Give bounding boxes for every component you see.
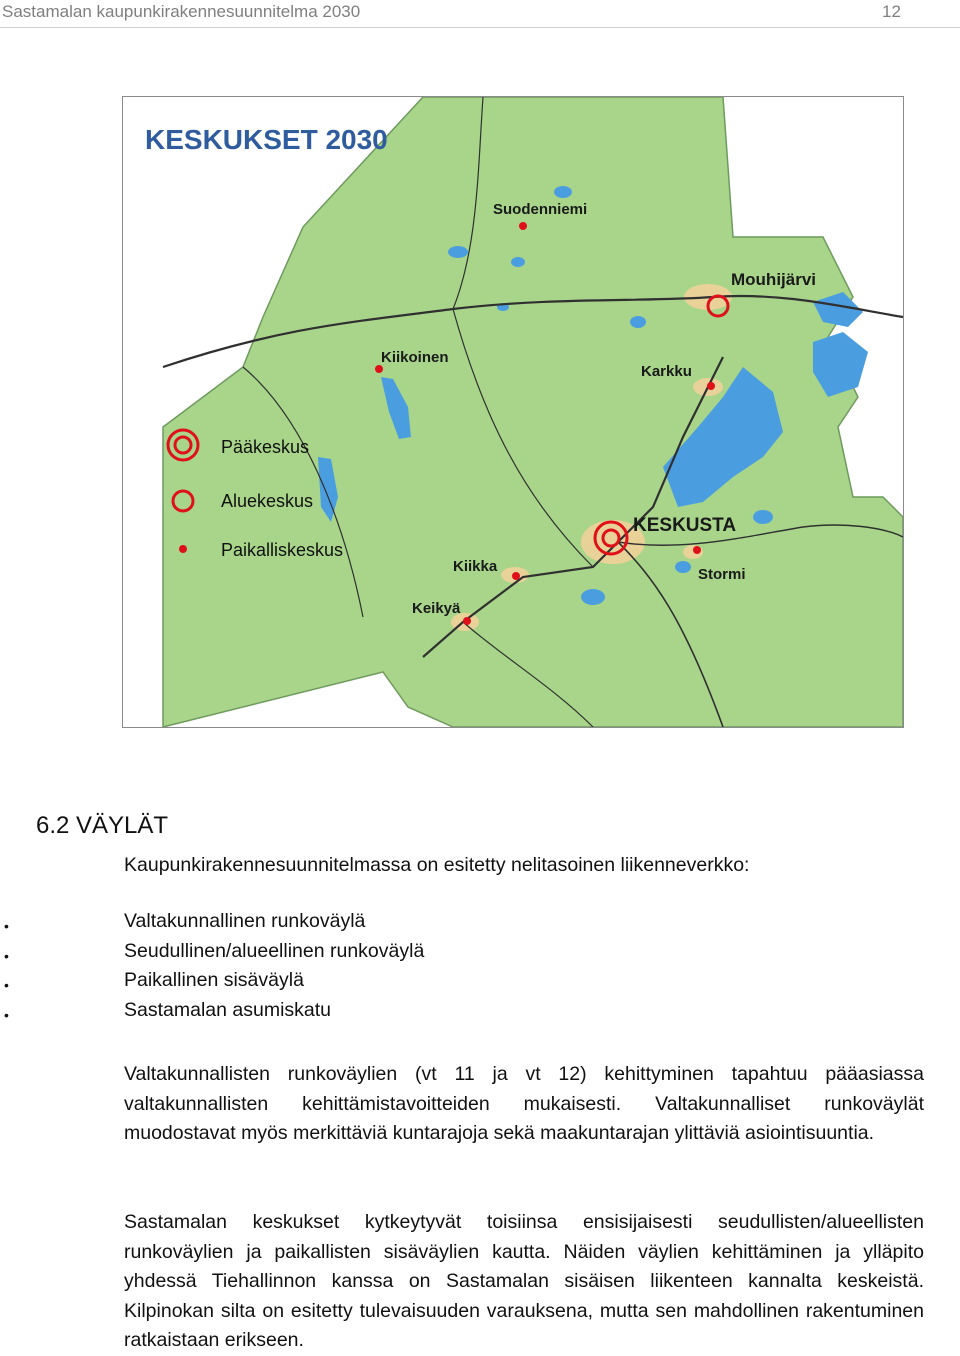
- bullet-icon: •: [4, 918, 9, 934]
- bullet-icon: •: [4, 1006, 9, 1023]
- paragraph-local-routes: [124, 1208, 924, 1356]
- label-suodenniemi: Suodenniemi: [493, 201, 588, 218]
- bullet-icon: •: [4, 947, 9, 964]
- page-number: 12: [882, 2, 901, 21]
- list-item-label: Seudullinen/alueellinen runkoväylä: [124, 939, 425, 962]
- list-item-label: Valtakunnallinen runkoväylä: [124, 910, 366, 932]
- legend-label-paakeskus: Pääkeskus: [221, 437, 310, 457]
- map-figure: [122, 96, 904, 728]
- intro-text: Kaupunkirakennesuunnitelmassa on esitetty nelitasoinen liikenneverkko:: [124, 854, 750, 876]
- legend-label-aluekeskus: Aluekeskus: [221, 491, 314, 511]
- list-item: [0, 910, 960, 940]
- marker-stormi: [693, 546, 701, 554]
- lake-small: [448, 246, 468, 258]
- marker-kiikoinen: [375, 365, 383, 373]
- municipality-area: [163, 97, 903, 727]
- page-header: [0, 0, 960, 26]
- marker-suodenniemi: [519, 222, 527, 230]
- label-kiikka: Kiikka: [453, 558, 498, 575]
- marker-kiikka: [512, 572, 520, 580]
- list-item-label: Sastamalan asumiskatu: [124, 998, 332, 1021]
- lake-small: [581, 589, 605, 605]
- marker-keikya: [463, 617, 471, 625]
- legend-dot-icon: [179, 545, 187, 553]
- bullet-icon: •: [4, 977, 9, 993]
- lake-small: [554, 186, 572, 198]
- document-title: Sastamalan kaupunkirakennesuunnitelma 2030: [2, 2, 361, 21]
- lake-small: [511, 257, 525, 267]
- paragraph-national-routes: [124, 1060, 924, 1149]
- section-heading: 6.2 VÄYLÄT: [36, 812, 169, 839]
- lake-small: [675, 561, 691, 573]
- list-item: [0, 999, 960, 1029]
- list-item: [0, 969, 960, 999]
- label-kiikoinen: Kiikoinen: [381, 349, 449, 366]
- map-title: KESKUKSET 2030: [145, 124, 388, 155]
- paragraph-text: Sastamalan keskukset kytkeytyvät toisiinsa ensisijaisesti seudullisten/alueellisten runkoväylien ja paikallisten sisäväylien kautta. Näiden väylien kehittäminen ja ylläpito yhdessä Tiehallinnon kanssa on Sastamalan sisäisen liikenteen kannalta keskeistä. Kilpinokan silta on esitetty tulevaisuuden varauksena, mutta sen mahdollinen rakentuminen ratkaistaan erikseen.: [124, 1211, 924, 1351]
- label-karkku: Karkku: [641, 363, 692, 380]
- header-divider: [0, 27, 960, 28]
- lake-small: [753, 510, 773, 524]
- list-item: [0, 940, 960, 970]
- paragraph-text: Valtakunnallisten runkoväylien (vt 11 ja vt 12) kehittyminen tapahtuu pääasiassa valtakunnallisten kehittämistavoitteiden mukaisesti. Valtakunnalliset runkoväylät muodostavat myös merkittäviä kuntarajoja sekä maakuntarajan ylittäviä asiointisuuntia.: [124, 1063, 924, 1144]
- map-svg: [123, 97, 903, 727]
- road-hierarchy-list: [0, 910, 960, 1028]
- marker-karkku: [707, 382, 715, 390]
- label-keikya: Keikyä: [412, 600, 461, 617]
- legend-label-paikalliskeskus: Paikalliskeskus: [221, 540, 344, 560]
- label-keskusta: KESKUSTA: [633, 515, 737, 536]
- label-mouhijarvi: Mouhijärvi: [731, 270, 817, 289]
- list-item-label: Paikallinen sisäväylä: [124, 969, 304, 991]
- label-stormi: Stormi: [698, 566, 746, 583]
- lake-small: [630, 316, 646, 328]
